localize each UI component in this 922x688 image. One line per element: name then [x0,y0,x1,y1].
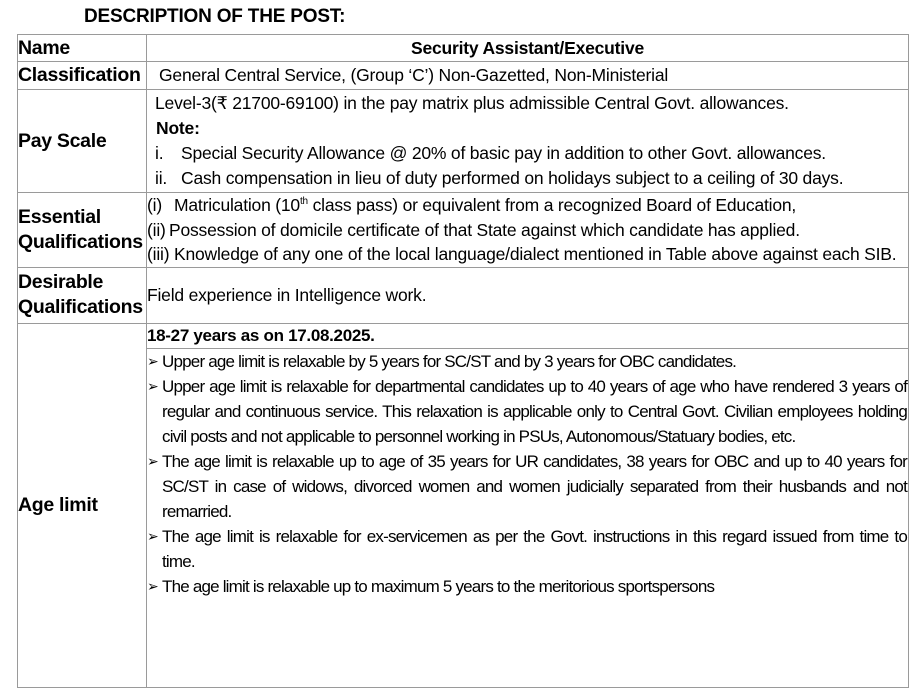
pay-scale-main: Level-3(₹ 21700-69100) in the pay matrix plus admissible Central Govt. allowances. [155,93,789,113]
qualification-text: Knowledge of any one of the local language/dialect mentioned in Table above against each SIB. [174,244,897,264]
label-line: Qualifications [18,296,143,318]
note-number: i. [155,143,164,163]
pay-scale-note-item [155,141,908,166]
qualification-text-start: Matriculation (10 [174,195,300,215]
page-title: DESCRIPTION OF THE POST: [84,6,346,27]
list-item-text: The age limit is relaxable for ex-servicemen as per the Govt. instructions in this regard issued from time to time. [162,526,907,571]
note-text: Cash compensation in lieu of duty performed on holidays subject to a ceiling of 30 days. [181,168,844,188]
table-row-name [18,35,909,62]
superscript-th: th [299,196,308,208]
table-row-desirable-qualifications [18,267,909,323]
arrow-bullet-icon: ➢ [147,577,158,594]
qualification-text: Possession of domicile certificate of that State against which candidate has applied. [169,219,800,240]
list-item [147,524,908,574]
list-item [147,574,908,599]
label-line: Desirable [18,271,104,293]
name-value: Security Assistant/Executive [147,35,909,62]
note-number: ii. [155,168,168,188]
note-text: Special Security Allowance @ 20% of basic pay in addition to other Govt. allowances. [181,143,826,163]
arrow-bullet-icon: ➢ [147,377,158,394]
table-row-classification [18,62,909,90]
desirable-qualifications-value: Field experience in Intelligence work. [147,267,909,323]
desirable-qualifications-label [18,267,147,323]
age-limit-value [147,323,909,687]
list-item [147,449,908,524]
qualification-item [147,242,908,267]
qualification-text-end: class pass) or equivalent from a recognized Board of Education, [307,195,797,215]
qualification-number: (i) [147,195,162,215]
pay-scale-note-item [155,166,908,191]
list-item-text: Upper age limit is relaxable for departmental candidates up to 40 years of age who have rendered 3 years of regular and continuous service. This relaxation is applicable only to Central Govt. Civilian employees holding civil posts and not applicable to personnel working in PSUs, Autonomous/Statuary bodies, etc. [162,376,907,446]
pay-scale-note-label: Note: [156,118,200,138]
age-limit-label: Age limit [18,323,147,687]
table-row-pay-scale [18,90,909,193]
age-limit-head: 18-27 years as on 17.08.2025. [147,324,908,349]
list-item-text: The age limit is relaxable up to maximum 5 years to the meritorious sportspersons [162,576,715,596]
qualification-item [147,218,908,243]
essential-qualifications-value [147,193,909,268]
table-row-essential-qualifications [18,193,909,268]
classification-label: Classification [18,62,147,90]
list-item [147,349,908,374]
label-line: Essential [18,205,101,228]
arrow-bullet-icon: ➢ [147,352,158,369]
table-row-age-limit [18,323,909,687]
list-item-text: Upper age limit is relaxable by 5 years for SC/ST and by 3 years for OBC candidates. [162,351,737,371]
pay-scale-value [147,90,909,193]
label-line: Qualifications [18,230,143,253]
pay-scale-label: Pay Scale [18,90,147,193]
essential-qualifications-label [18,193,147,268]
list-item [147,374,908,449]
classification-value: General Central Service, (Group ‘C’) Non-Gazetted, Non-Ministerial [147,62,909,90]
arrow-bullet-icon: ➢ [147,527,158,544]
arrow-bullet-icon: ➢ [147,452,158,469]
age-relaxation-list [147,349,908,687]
qualification-number: (iii) [147,244,170,264]
name-label: Name [18,35,147,62]
list-item-text: The age limit is relaxable up to age of 35 years for UR candidates, 38 years for OBC and up to 40 years for SC/ST in case of widows, divorced women and women judicially separated from their husbands and not remarried. [162,451,907,521]
qualification-item [147,193,908,218]
qualification-number: (ii) [147,219,166,240]
post-description-table [17,34,909,688]
